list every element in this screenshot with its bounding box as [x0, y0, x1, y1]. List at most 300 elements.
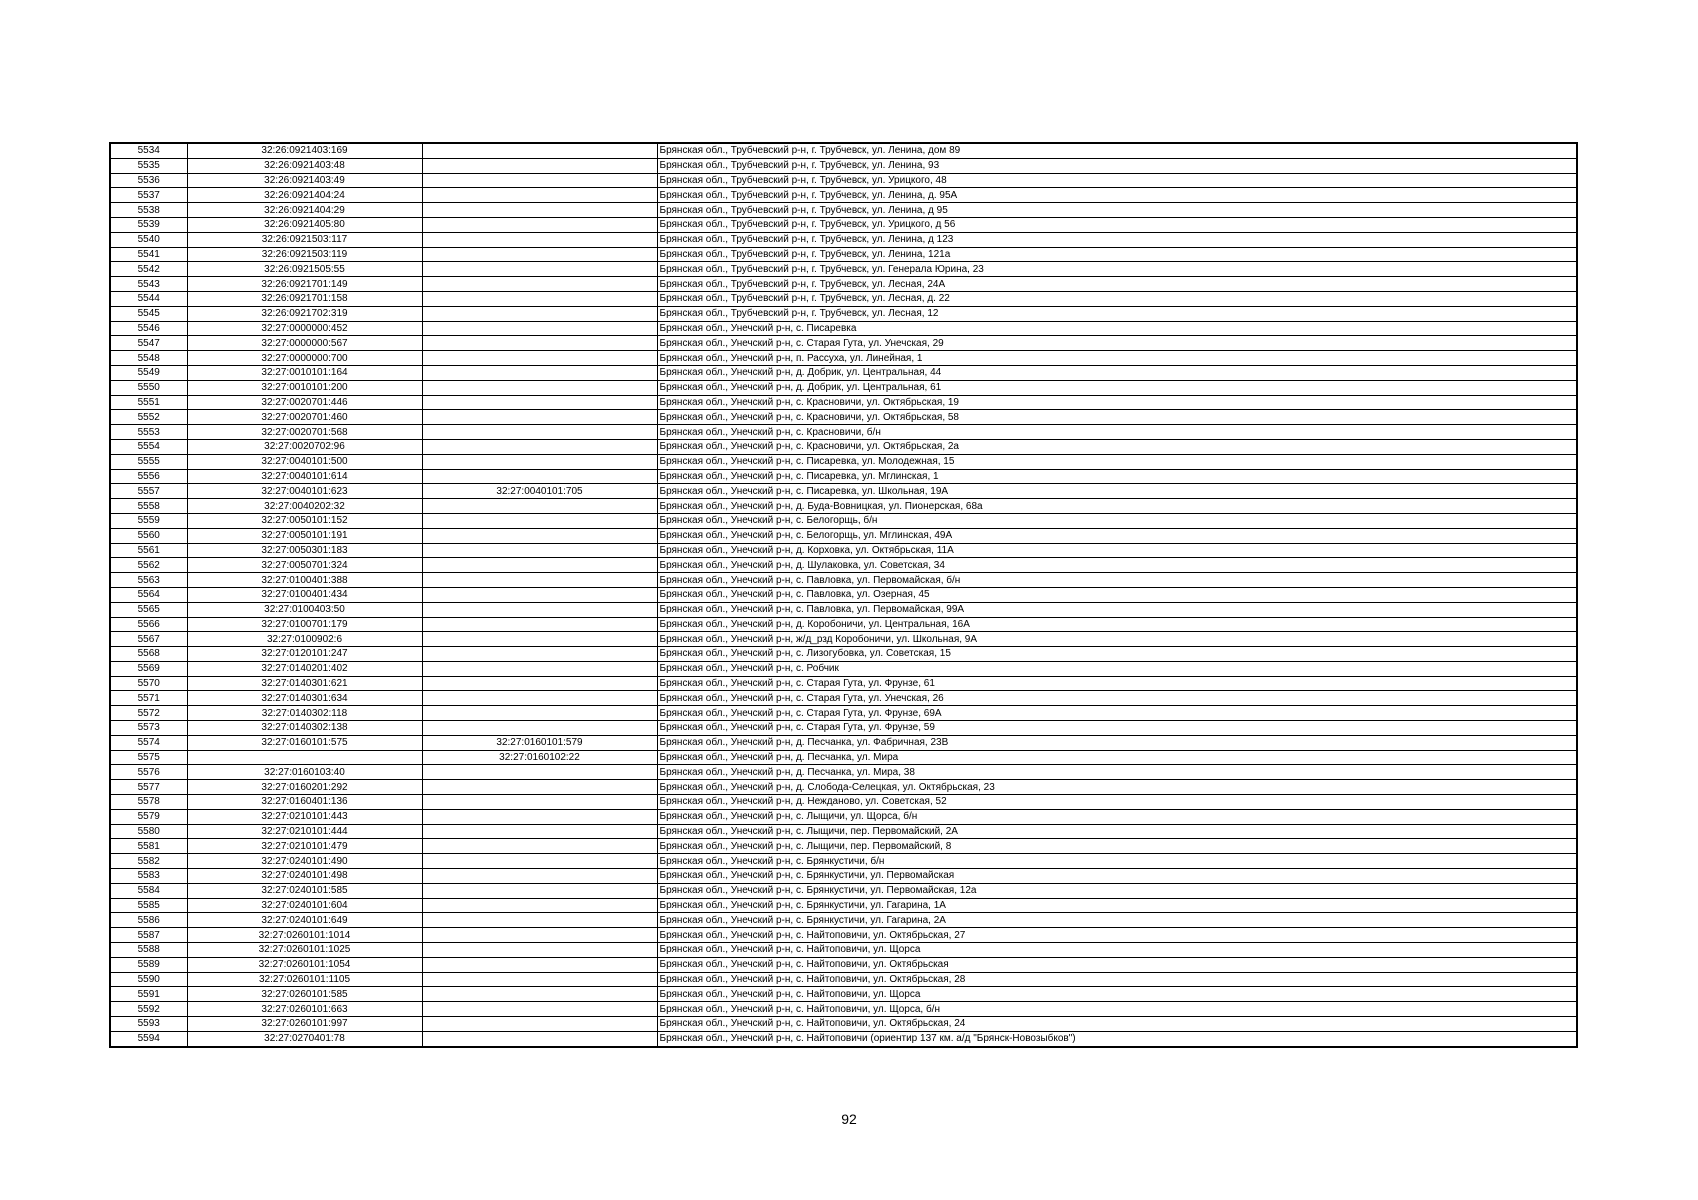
cadastral-number-cell: 32:27:0020702:96: [187, 439, 422, 454]
address-cell: Брянская обл., Унечский р-н, с. Найтоповичи, ул. Щорса: [657, 943, 1577, 958]
table-row: [110, 795, 1577, 810]
cadastral-number-cell: 32:26:0921701:158: [187, 291, 422, 306]
table-row: [110, 188, 1577, 203]
cadastral-number-cell: 32:27:0160201:292: [187, 780, 422, 795]
cadastral-number-cell: 32:26:0921503:119: [187, 247, 422, 262]
table-row: [110, 173, 1577, 188]
cadastral-number-cell: 32:27:0100902:6: [187, 632, 422, 647]
row-number-cell: 5573: [110, 721, 187, 736]
table-row: [110, 824, 1577, 839]
row-number-cell: 5589: [110, 957, 187, 972]
cadastral-number-cell: 32:27:0140201:402: [187, 661, 422, 676]
previous-number-cell: [422, 232, 657, 247]
table-row: [110, 203, 1577, 218]
row-number-cell: 5579: [110, 809, 187, 824]
address-cell: Брянская обл., Унечский р-н, д. Нежданово, ул. Советская, 52: [657, 795, 1577, 810]
previous-number-cell: [422, 469, 657, 484]
previous-number-cell: [422, 765, 657, 780]
previous-number-cell: [422, 558, 657, 573]
table-row: [110, 351, 1577, 366]
address-cell: Брянская обл., Унечский р-н, с. Найтоповичи, ул. Октябрьская, 24: [657, 1017, 1577, 1032]
previous-number-cell: [422, 173, 657, 188]
table-row: [110, 676, 1577, 691]
previous-number-cell: [422, 513, 657, 528]
row-number-cell: 5576: [110, 765, 187, 780]
row-number-cell: 5558: [110, 499, 187, 514]
address-cell: Брянская обл., Унечский р-н, с. Найтоповичи (ориентир 137 км. а/д "Брянск-Новозыбков"): [657, 1031, 1577, 1046]
previous-number-cell: [422, 661, 657, 676]
row-number-cell: 5570: [110, 676, 187, 691]
previous-number-cell: [422, 528, 657, 543]
previous-number-cell: [422, 602, 657, 617]
address-cell: Брянская обл., Унечский р-н, с. Брянкустичи, ул. Гагарина, 2А: [657, 913, 1577, 928]
table-row: [110, 706, 1577, 721]
table-row: [110, 306, 1577, 321]
table-row: [110, 395, 1577, 410]
address-cell: Брянская обл., Унечский р-н, с. Писаревка, ул. Школьная, 19А: [657, 484, 1577, 499]
table-row: [110, 809, 1577, 824]
previous-number-cell: [422, 543, 657, 558]
previous-number-cell: [422, 854, 657, 869]
row-number-cell: 5544: [110, 291, 187, 306]
table-row: [110, 1002, 1577, 1017]
cadastral-number-cell: 32:27:0040101:623: [187, 484, 422, 499]
cadastral-number-cell: 32:27:0260101:1105: [187, 972, 422, 987]
previous-number-cell: [422, 380, 657, 395]
table-row: [110, 632, 1577, 647]
cadastral-number-cell: 32:27:0210101:444: [187, 824, 422, 839]
address-cell: Брянская обл., Унечский р-н, с. Старая Гута, ул. Фрунзе, 59: [657, 721, 1577, 736]
table-row: [110, 484, 1577, 499]
previous-number-cell: [422, 691, 657, 706]
address-cell: Брянская обл., Унечский р-н, с. Красновичи, ул. Октябрьская, 19: [657, 395, 1577, 410]
table-row: [110, 691, 1577, 706]
table-row: [110, 469, 1577, 484]
row-number-cell: 5536: [110, 173, 187, 188]
previous-number-cell: [422, 336, 657, 351]
table-body: [110, 143, 1577, 1047]
address-cell: Брянская обл., Унечский р-н, с. Павловка, ул. Первомайская, 99А: [657, 602, 1577, 617]
row-number-cell: 5582: [110, 854, 187, 869]
table-row: [110, 987, 1577, 1002]
row-number-cell: 5574: [110, 735, 187, 750]
table-row: [110, 898, 1577, 913]
previous-number-cell: [422, 943, 657, 958]
table-row: [110, 854, 1577, 869]
table-row: [110, 957, 1577, 972]
cadastral-number-cell: 32:27:0020701:446: [187, 395, 422, 410]
table-row: [110, 380, 1577, 395]
previous-number-cell: [422, 824, 657, 839]
address-cell: Брянская обл., Унечский р-н, д. Добрик, ул. Центральная, 61: [657, 380, 1577, 395]
row-number-cell: 5563: [110, 573, 187, 588]
previous-number-cell: 32:27:0160102:22: [422, 750, 657, 765]
row-number-cell: 5560: [110, 528, 187, 543]
table-row: [110, 883, 1577, 898]
address-cell: Брянская обл., Унечский р-н, с. Красновичи, б/н: [657, 425, 1577, 440]
cadastral-number-cell: 32:27:0100401:434: [187, 587, 422, 602]
table-row: [110, 277, 1577, 292]
cadastral-number-cell: 32:26:0921702:319: [187, 306, 422, 321]
row-number-cell: 5577: [110, 780, 187, 795]
row-number-cell: 5538: [110, 203, 187, 218]
cadastral-number-cell: 32:27:0050101:191: [187, 528, 422, 543]
table-row: [110, 721, 1577, 736]
address-cell: Брянская обл., Унечский р-н, с. Писаревка, ул. Мглинская, 1: [657, 469, 1577, 484]
previous-number-cell: [422, 883, 657, 898]
cadastral-number-cell: 32:27:0050301:183: [187, 543, 422, 558]
table-row: [110, 454, 1577, 469]
row-number-cell: 5543: [110, 277, 187, 292]
address-cell: Брянская обл., Унечский р-н, п. Рассуха, ул. Линейная, 1: [657, 351, 1577, 366]
row-number-cell: 5541: [110, 247, 187, 262]
cadastral-number-cell: 32:27:0160101:575: [187, 735, 422, 750]
address-cell: Брянская обл., Унечский р-н, д. Корховка, ул. Октябрьская, 11А: [657, 543, 1577, 558]
cadastral-number-cell: 32:27:0160103:40: [187, 765, 422, 780]
previous-number-cell: [422, 676, 657, 691]
previous-number-cell: [422, 987, 657, 1002]
cadastral-number-cell: 32:26:0921404:29: [187, 203, 422, 218]
previous-number-cell: 32:27:0040101:705: [422, 484, 657, 499]
address-cell: Брянская обл., Унечский р-н, с. Павловка, ул. Озерная, 45: [657, 587, 1577, 602]
row-number-cell: 5546: [110, 321, 187, 336]
table-row: [110, 262, 1577, 277]
table-row: [110, 158, 1577, 173]
address-cell: Брянская обл., Трубчевский р-н, г. Трубчевск, ул. Лесная, д. 22: [657, 291, 1577, 306]
table-row: [110, 928, 1577, 943]
previous-number-cell: [422, 721, 657, 736]
cadastral-number-cell: 32:27:0040101:500: [187, 454, 422, 469]
previous-number-cell: [422, 869, 657, 884]
cadastral-number-cell: 32:27:0100401:388: [187, 573, 422, 588]
address-cell: Брянская обл., Трубчевский р-н, г. Трубчевск, ул. Ленина, 121а: [657, 247, 1577, 262]
address-cell: Брянская обл., Унечский р-н, с. Белогорщь, ул. Мглинская, 49А: [657, 528, 1577, 543]
cadastral-number-cell: 32:27:0040202:32: [187, 499, 422, 514]
cadastral-number-cell: 32:27:0240101:649: [187, 913, 422, 928]
address-cell: Брянская обл., Трубчевский р-н, г. Трубчевск, ул. Ленина, д. 95А: [657, 188, 1577, 203]
table-row: [110, 765, 1577, 780]
cadastral-number-cell: 32:26:0921403:48: [187, 158, 422, 173]
address-cell: Брянская обл., Унечский р-н, ж/д_рзд Коробоничи, ул. Школьная, 9А: [657, 632, 1577, 647]
previous-number-cell: [422, 291, 657, 306]
cadastral-number-cell: 32:26:0921405:80: [187, 217, 422, 232]
cadastral-number-cell: 32:27:0210101:479: [187, 839, 422, 854]
table-row: [110, 972, 1577, 987]
table-row: [110, 1017, 1577, 1032]
table-row: [110, 410, 1577, 425]
cadastral-number-cell: 32:27:0240101:490: [187, 854, 422, 869]
address-cell: Брянская обл., Унечский р-н, с. Найтоповичи, ул. Октябрьская, 27: [657, 928, 1577, 943]
previous-number-cell: [422, 425, 657, 440]
address-cell: Брянская обл., Трубчевский р-н, г. Трубчевск, ул. Ленина, дом 89: [657, 143, 1577, 158]
property-table: [109, 142, 1578, 1048]
address-cell: Брянская обл., Унечский р-н, с. Найтоповичи, ул. Щорса, б/н: [657, 1002, 1577, 1017]
previous-number-cell: [422, 203, 657, 218]
previous-number-cell: 32:27:0160101:579: [422, 735, 657, 750]
cadastral-number-cell: 32:27:0000000:567: [187, 336, 422, 351]
table-row: [110, 528, 1577, 543]
row-number-cell: 5552: [110, 410, 187, 425]
row-number-cell: 5556: [110, 469, 187, 484]
row-number-cell: 5548: [110, 351, 187, 366]
row-number-cell: 5537: [110, 188, 187, 203]
previous-number-cell: [422, 1031, 657, 1046]
address-cell: Брянская обл., Унечский р-н, с. Писаревка, ул. Молодежная, 15: [657, 454, 1577, 469]
page-number: 92: [841, 1111, 857, 1127]
row-number-cell: 5578: [110, 795, 187, 810]
previous-number-cell: [422, 365, 657, 380]
address-cell: Брянская обл., Унечский р-н, с. Лыщичи, пер. Первомайский, 2А: [657, 824, 1577, 839]
previous-number-cell: [422, 780, 657, 795]
address-cell: Брянская обл., Трубчевский р-н, г. Трубчевск, ул. Ленина, д 123: [657, 232, 1577, 247]
table-row: [110, 750, 1577, 765]
table-row: [110, 513, 1577, 528]
row-number-cell: 5571: [110, 691, 187, 706]
previous-number-cell: [422, 957, 657, 972]
row-number-cell: 5540: [110, 232, 187, 247]
previous-number-cell: [422, 928, 657, 943]
table-row: [110, 602, 1577, 617]
previous-number-cell: [422, 972, 657, 987]
row-number-cell: 5551: [110, 395, 187, 410]
address-cell: Брянская обл., Трубчевский р-н, г. Трубчевск, ул. Генерала Юрина, 23: [657, 262, 1577, 277]
row-number-cell: 5583: [110, 869, 187, 884]
cadastral-number-cell: 32:27:0140302:118: [187, 706, 422, 721]
address-cell: Брянская обл., Унечский р-н, с. Старая Гута, ул. Фрунзе, 61: [657, 676, 1577, 691]
row-number-cell: 5580: [110, 824, 187, 839]
address-cell: Брянская обл., Унечский р-н, с. Брянкустичи, ул. Первомайская: [657, 869, 1577, 884]
address-cell: Брянская обл., Унечский р-н, с. Белогорщь, б/н: [657, 513, 1577, 528]
table-row: [110, 587, 1577, 602]
previous-number-cell: [422, 351, 657, 366]
address-cell: Брянская обл., Унечский р-н, д. Коробоничи, ул. Центральная, 16А: [657, 617, 1577, 632]
previous-number-cell: [422, 573, 657, 588]
table-row: [110, 321, 1577, 336]
address-cell: Брянская обл., Унечский р-н, с. Брянкустичи, ул. Первомайская, 12а: [657, 883, 1577, 898]
table-row: [110, 573, 1577, 588]
row-number-cell: 5561: [110, 543, 187, 558]
cadastral-number-cell: 32:27:0010101:200: [187, 380, 422, 395]
address-cell: Брянская обл., Трубчевский р-н, г. Трубчевск, ул. Ленина, 93: [657, 158, 1577, 173]
row-number-cell: 5565: [110, 602, 187, 617]
table-row: [110, 425, 1577, 440]
previous-number-cell: [422, 617, 657, 632]
table-row: [110, 869, 1577, 884]
row-number-cell: 5591: [110, 987, 187, 1002]
cadastral-number-cell: 32:27:0210101:443: [187, 809, 422, 824]
cadastral-number-cell: 32:27:0270401:78: [187, 1031, 422, 1046]
cadastral-number-cell: 32:27:0010101:164: [187, 365, 422, 380]
address-cell: Брянская обл., Унечский р-н, с. Брянкустичи, б/н: [657, 854, 1577, 869]
table-row: [110, 780, 1577, 795]
address-cell: Брянская обл., Трубчевский р-н, г. Трубчевск, ул. Лесная, 24А: [657, 277, 1577, 292]
table-row: [110, 336, 1577, 351]
previous-number-cell: [422, 1017, 657, 1032]
address-cell: Брянская обл., Трубчевский р-н, г. Трубчевск, ул. Урицкого, д 56: [657, 217, 1577, 232]
cadastral-number-cell: 32:27:0100403:50: [187, 602, 422, 617]
cadastral-number-cell: 32:27:0040101:614: [187, 469, 422, 484]
address-cell: Брянская обл., Унечский р-н, с. Красновичи, ул. Октябрьская, 2а: [657, 439, 1577, 454]
row-number-cell: 5549: [110, 365, 187, 380]
cadastral-number-cell: 32:27:0000000:700: [187, 351, 422, 366]
previous-number-cell: [422, 410, 657, 425]
table-row: [110, 661, 1577, 676]
row-number-cell: 5585: [110, 898, 187, 913]
row-number-cell: 5545: [110, 306, 187, 321]
address-cell: Брянская обл., Унечский р-н, д. Слобода-Селецкая, ул. Октябрьская, 23: [657, 780, 1577, 795]
table-row: [110, 247, 1577, 262]
cadastral-number-cell: 32:27:0240101:585: [187, 883, 422, 898]
previous-number-cell: [422, 439, 657, 454]
table-row: [110, 143, 1577, 158]
previous-number-cell: [422, 143, 657, 158]
address-cell: Брянская обл., Унечский р-н, с. Старая Гута, ул. Фрунзе, 69А: [657, 706, 1577, 721]
previous-number-cell: [422, 913, 657, 928]
previous-number-cell: [422, 321, 657, 336]
address-cell: Брянская обл., Унечский р-н, с. Найтоповичи, ул. Октябрьская: [657, 957, 1577, 972]
row-number-cell: 5592: [110, 1002, 187, 1017]
address-cell: Брянская обл., Унечский р-н, с. Найтоповичи, ул. Щорса: [657, 987, 1577, 1002]
row-number-cell: 5586: [110, 913, 187, 928]
table-row: [110, 439, 1577, 454]
cadastral-number-cell: 32:27:0240101:498: [187, 869, 422, 884]
previous-number-cell: [422, 277, 657, 292]
previous-number-cell: [422, 706, 657, 721]
previous-number-cell: [422, 247, 657, 262]
table-row: [110, 943, 1577, 958]
row-number-cell: 5559: [110, 513, 187, 528]
cadastral-number-cell: 32:27:0140302:138: [187, 721, 422, 736]
address-cell: Брянская обл., Унечский р-н, с. Робчик: [657, 661, 1577, 676]
previous-number-cell: [422, 839, 657, 854]
address-cell: Брянская обл., Унечский р-н, д. Песчанка, ул. Мира: [657, 750, 1577, 765]
address-cell: Брянская обл., Унечский р-н, с. Старая Гута, ул. Унечская, 29: [657, 336, 1577, 351]
address-cell: Брянская обл., Унечский р-н, с. Красновичи, ул. Октябрьская, 58: [657, 410, 1577, 425]
row-number-cell: 5555: [110, 454, 187, 469]
previous-number-cell: [422, 809, 657, 824]
table-row: [110, 558, 1577, 573]
cadastral-number-cell: 32:26:0921505:55: [187, 262, 422, 277]
cadastral-number-cell: 32:27:0140301:634: [187, 691, 422, 706]
address-cell: Брянская обл., Унечский р-н, с. Писаревка: [657, 321, 1577, 336]
previous-number-cell: [422, 158, 657, 173]
cadastral-number-cell: 32:27:0020701:460: [187, 410, 422, 425]
previous-number-cell: [422, 188, 657, 203]
address-cell: Брянская обл., Унечский р-н, с. Брянкустичи, ул. Гагарина, 1А: [657, 898, 1577, 913]
address-cell: Брянская обл., Унечский р-н, с. Лыщичи, пер. Первомайский, 8: [657, 839, 1577, 854]
cadastral-number-cell: 32:27:0000000:452: [187, 321, 422, 336]
cadastral-number-cell: 32:27:0260101:585: [187, 987, 422, 1002]
cadastral-number-cell: 32:26:0921403:49: [187, 173, 422, 188]
cadastral-number-cell: 32:27:0160401:136: [187, 795, 422, 810]
row-number-cell: 5535: [110, 158, 187, 173]
previous-number-cell: [422, 1002, 657, 1017]
table-row: [110, 499, 1577, 514]
cadastral-number-cell: 32:27:0120101:247: [187, 647, 422, 662]
previous-number-cell: [422, 306, 657, 321]
row-number-cell: 5542: [110, 262, 187, 277]
address-cell: Брянская обл., Унечский р-н, с. Найтоповичи, ул. Октябрьская, 28: [657, 972, 1577, 987]
table-row: [110, 735, 1577, 750]
row-number-cell: 5554: [110, 439, 187, 454]
row-number-cell: 5584: [110, 883, 187, 898]
previous-number-cell: [422, 632, 657, 647]
cadastral-number-cell: 32:26:0921403:169: [187, 143, 422, 158]
row-number-cell: 5539: [110, 217, 187, 232]
row-number-cell: 5562: [110, 558, 187, 573]
cadastral-number-cell: 32:27:0020701:568: [187, 425, 422, 440]
table-row: [110, 913, 1577, 928]
address-cell: Брянская обл., Унечский р-н, с. Лизогубовка, ул. Советская, 15: [657, 647, 1577, 662]
table-row: [110, 365, 1577, 380]
address-cell: Брянская обл., Унечский р-н, д. Шулаковка, ул. Советская, 34: [657, 558, 1577, 573]
row-number-cell: 5557: [110, 484, 187, 499]
cadastral-number-cell: 32:27:0140301:621: [187, 676, 422, 691]
row-number-cell: 5572: [110, 706, 187, 721]
row-number-cell: 5566: [110, 617, 187, 632]
cadastral-number-cell: 32:27:0240101:604: [187, 898, 422, 913]
previous-number-cell: [422, 454, 657, 469]
table-row: [110, 839, 1577, 854]
cadastral-number-cell: 32:27:0260101:663: [187, 1002, 422, 1017]
cadastral-number-cell: 32:26:0921404:24: [187, 188, 422, 203]
address-cell: Брянская обл., Трубчевский р-н, г. Трубчевск, ул. Урицкого, 48: [657, 173, 1577, 188]
row-number-cell: 5564: [110, 587, 187, 602]
previous-number-cell: [422, 499, 657, 514]
previous-number-cell: [422, 217, 657, 232]
address-cell: Брянская обл., Трубчевский р-н, г. Трубчевск, ул. Лесная, 12: [657, 306, 1577, 321]
address-cell: Брянская обл., Унечский р-н, с. Лыщичи, ул. Щорса, б/н: [657, 809, 1577, 824]
cadastral-number-cell: 32:27:0100701:179: [187, 617, 422, 632]
row-number-cell: 5553: [110, 425, 187, 440]
cadastral-number-cell: 32:26:0921701:149: [187, 277, 422, 292]
row-number-cell: 5588: [110, 943, 187, 958]
table-row: [110, 617, 1577, 632]
address-cell: Брянская обл., Унечский р-н, д. Буда-Вовницкая, ул. Пионерская, 68а: [657, 499, 1577, 514]
previous-number-cell: [422, 898, 657, 913]
row-number-cell: 5550: [110, 380, 187, 395]
previous-number-cell: [422, 395, 657, 410]
row-number-cell: 5568: [110, 647, 187, 662]
row-number-cell: 5567: [110, 632, 187, 647]
table-row: [110, 232, 1577, 247]
address-cell: Брянская обл., Унечский р-н, д. Песчанка, ул. Мира, 38: [657, 765, 1577, 780]
table-row: [110, 647, 1577, 662]
address-cell: Брянская обл., Унечский р-н, с. Старая Гута, ул. Унечская, 26: [657, 691, 1577, 706]
table-row: [110, 1031, 1577, 1046]
table-row: [110, 291, 1577, 306]
row-number-cell: 5534: [110, 143, 187, 158]
previous-number-cell: [422, 262, 657, 277]
cadastral-number-cell: 32:26:0921503:117: [187, 232, 422, 247]
address-cell: Брянская обл., Унечский р-н, д. Песчанка, ул. Фабричная, 23В: [657, 735, 1577, 750]
previous-number-cell: [422, 795, 657, 810]
address-cell: Брянская обл., Унечский р-н, с. Павловка, ул. Первомайская, б/н: [657, 573, 1577, 588]
row-number-cell: 5575: [110, 750, 187, 765]
cadastral-number-cell: 32:27:0260101:1025: [187, 943, 422, 958]
cadastral-number-cell: 32:27:0260101:1054: [187, 957, 422, 972]
cadastral-number-cell: 32:27:0260101:1014: [187, 928, 422, 943]
row-number-cell: 5594: [110, 1031, 187, 1046]
cadastral-number-cell: [187, 750, 422, 765]
row-number-cell: 5569: [110, 661, 187, 676]
cadastral-number-cell: 32:27:0050701:324: [187, 558, 422, 573]
cadastral-number-cell: 32:27:0260101:997: [187, 1017, 422, 1032]
previous-number-cell: [422, 587, 657, 602]
row-number-cell: 5581: [110, 839, 187, 854]
row-number-cell: 5590: [110, 972, 187, 987]
cadastral-number-cell: 32:27:0050101:152: [187, 513, 422, 528]
